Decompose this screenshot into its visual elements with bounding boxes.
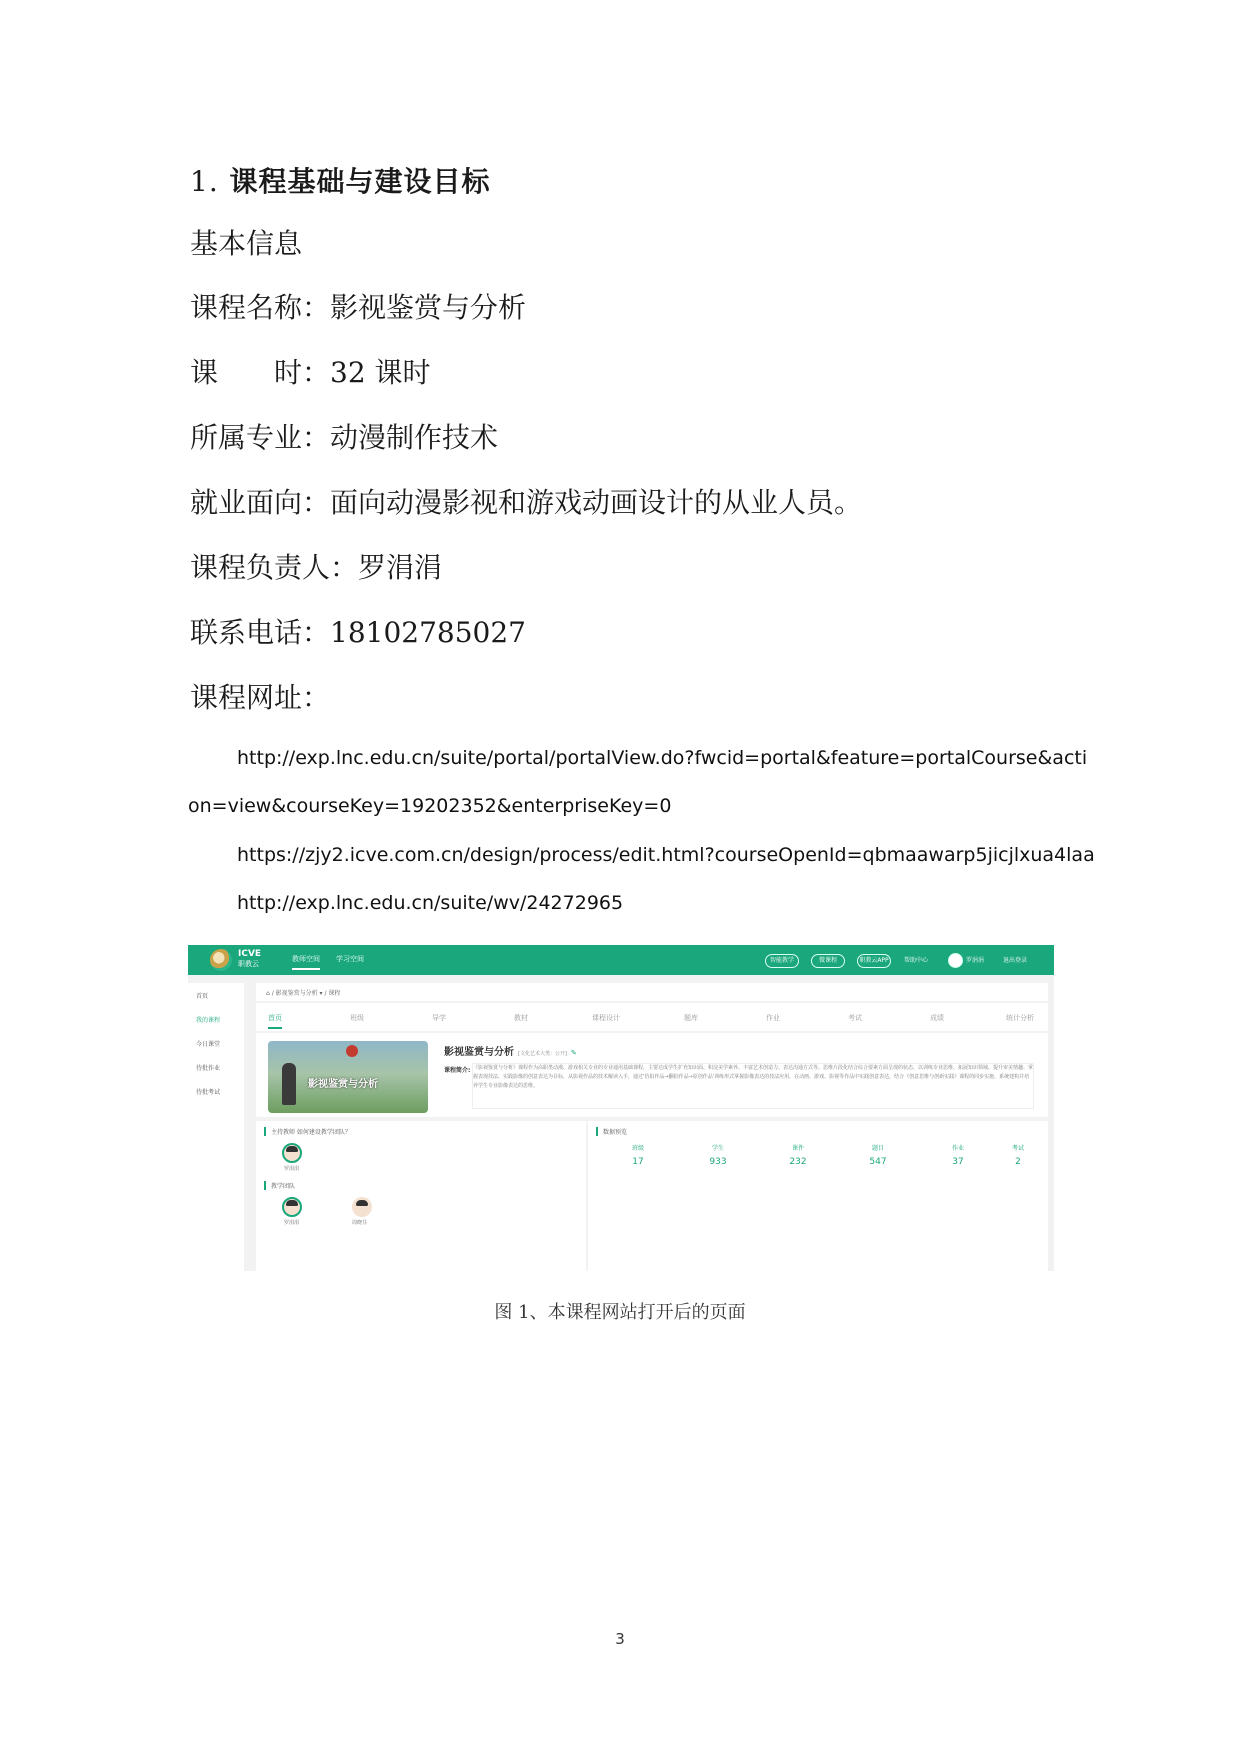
- pill-smart-teaching[interactable]: 智能教学: [765, 954, 799, 968]
- logo-brand: ICVE: [238, 949, 262, 959]
- tab-homework[interactable]: 作业: [766, 1014, 780, 1022]
- breadcrumb: [256, 983, 1048, 1001]
- top-bar: [188, 945, 1054, 975]
- nav-teacher-space[interactable]: 教师空间: [292, 955, 320, 963]
- school-seal-icon: [346, 1045, 358, 1057]
- stat-value-questions[interactable]: 547: [869, 1157, 887, 1167]
- course-site-screenshot: [188, 945, 1054, 1271]
- stat-value-homework[interactable]: 37: [952, 1157, 964, 1167]
- field-value: 动漫制作技术: [330, 421, 499, 454]
- help-center-link[interactable]: 帮助中心: [904, 957, 929, 964]
- leader-avatar-icon[interactable]: [282, 1143, 302, 1163]
- course-info-card: [256, 1033, 1048, 1117]
- stat-label-homework: 作业: [951, 1145, 964, 1152]
- url-link[interactable]: http://exp.lnc.edu.cn/suite/wv/24272965: [237, 892, 624, 914]
- field-phone: [190, 611, 526, 651]
- stat-label-class: 班级: [631, 1145, 644, 1152]
- teaching-team-title: 教学团队: [264, 1181, 295, 1190]
- intro-text: 《影视鉴赏与分析》课程作为高职类动漫、游戏相关专业的专业通用基础课程，主要达成学生扩充知识面、积淀美学素养、丰富艺术创造力、表达沟通方式等。思维片段化结合综合要素方面呈现的状态，以训练专业思维、拓展知识领域、提升审美情趣、掌握表现技法、实践影像的创意表达为目标，从影视作品的技术解读入手，通过'仿拍作品→翻拍作品→原创作品'训练形式掌握影像表达的技法应用，在动画、游戏、影视等作品中实践创意表达，结合《创意思维与创新实践》课程的同步实施，系统建构并培养学生专业影像表达的思维。: [472, 1063, 1034, 1109]
- user-avatar-icon[interactable]: [948, 953, 963, 968]
- sidebar-item-pending-homework[interactable]: 待批作业: [196, 1065, 221, 1072]
- pill-app[interactable]: 职教云APP: [857, 954, 891, 968]
- cover-title: 影视鉴赏与分析: [308, 1079, 378, 1090]
- field-label: 所属专业：: [190, 421, 331, 454]
- field-hours: [190, 351, 431, 391]
- team-card: [256, 1121, 586, 1271]
- field-label: 联系电话：: [190, 616, 331, 649]
- course-title-text: 影视鉴赏与分析: [444, 1047, 514, 1058]
- stats-section-title: 数据预览: [596, 1127, 627, 1136]
- stat-value-exam[interactable]: 2: [1015, 1157, 1021, 1167]
- field-value: 影视鉴赏与分析: [330, 291, 527, 324]
- field-leader: [190, 546, 442, 586]
- sidebar-item-pending-exam[interactable]: 待批考试: [196, 1089, 221, 1096]
- tab-question-bank[interactable]: 题库: [684, 1014, 698, 1022]
- basic-info-title: 基本信息: [190, 227, 303, 260]
- logout-link[interactable]: 退出登录: [1003, 957, 1028, 964]
- logo-text: [238, 949, 261, 969]
- stats-card: [588, 1121, 1048, 1271]
- page-number: 3: [615, 1630, 625, 1648]
- tab-grades[interactable]: 成绩: [930, 1014, 944, 1022]
- field-employment: [190, 481, 862, 521]
- field-value: 32 课时: [330, 356, 431, 389]
- course-cover-image: [268, 1041, 428, 1113]
- field-value: 18102785027: [330, 616, 526, 649]
- sidebar: [188, 983, 244, 1271]
- intro-label: 课程简介:: [444, 1067, 471, 1074]
- section-heading: [190, 160, 490, 200]
- sidebar-item-my-courses[interactable]: 我的课程: [196, 1017, 221, 1024]
- tab-textbook[interactable]: 教材: [514, 1014, 528, 1022]
- section-title: 课程基础与建设目标: [229, 165, 491, 198]
- tab-statistics[interactable]: 统计分析: [1006, 1014, 1034, 1022]
- stat-label-questions: 题目: [871, 1145, 884, 1152]
- sidebar-item-today-class[interactable]: 今日课堂: [196, 1041, 221, 1048]
- course-tabs: [256, 1003, 1048, 1031]
- tab-guide[interactable]: 导学: [432, 1014, 446, 1022]
- stat-label-exam: 考试: [1011, 1145, 1024, 1152]
- stat-value-courseware[interactable]: 232: [789, 1157, 807, 1167]
- url-link[interactable]: https://zjy2.icve.com.cn/design/process/edit.html?courseOpenId=qbmaawarp5jicjlxua4laa: [237, 844, 1095, 866]
- url-link[interactable]: http://exp.lnc.edu.cn/suite/portal/portalView.do?fwcid=portal&feature=portalCourse&acti: [237, 747, 1088, 769]
- stat-label-students: 学生: [711, 1145, 724, 1152]
- field-course-name: [190, 286, 526, 326]
- tab-course-design[interactable]: 课程设计: [592, 1014, 620, 1022]
- url-link-continued[interactable]: on=view&courseKey=19202352&enterpriseKey=0: [188, 795, 672, 817]
- member-avatar-icon[interactable]: [352, 1197, 372, 1217]
- section-number: 1.: [190, 165, 219, 198]
- member-avatar-icon[interactable]: [282, 1197, 302, 1217]
- field-value: 面向动漫影视和游戏动画设计的从业人员。: [330, 486, 863, 519]
- edit-icon[interactable]: ✎: [570, 1049, 577, 1057]
- figure-caption: 图 1、本课程网站打开后的页面: [494, 1302, 746, 1323]
- field-label: 课程负责人：: [190, 551, 359, 584]
- breadcrumb-text[interactable]: ⌂ / 影视鉴赏与分析 ▾ / 课程: [266, 990, 341, 997]
- nav-study-space[interactable]: 学习空间: [336, 955, 364, 963]
- member-name: 周晓芬: [352, 1220, 368, 1226]
- stat-value-students[interactable]: 933: [709, 1157, 727, 1167]
- field-label: 就业面向：: [190, 486, 331, 519]
- stat-label-courseware: 课件: [791, 1145, 804, 1152]
- logo-sub: 职教云: [238, 960, 259, 968]
- field-major: [190, 416, 498, 456]
- course-title: [444, 1043, 577, 1058]
- user-name[interactable]: 罗涓涓: [966, 957, 985, 964]
- urls-label: 课程网址：: [190, 681, 331, 714]
- course-tag: [文化艺术大类：公开]: [518, 1051, 567, 1057]
- member-name: 罗涓涓: [284, 1220, 300, 1226]
- sidebar-item-home[interactable]: 首页: [196, 993, 209, 1000]
- tab-home[interactable]: 首页: [268, 1014, 282, 1022]
- icve-logo-icon: [210, 949, 232, 971]
- team-section-title: 主持教师 如何建设教学团队？: [264, 1127, 351, 1136]
- field-value: 罗涓涓: [358, 551, 443, 584]
- stat-value-class[interactable]: 17: [632, 1157, 644, 1167]
- person-figure: [282, 1063, 296, 1105]
- tab-class[interactable]: 班级: [350, 1014, 364, 1022]
- field-label: 课 时：: [190, 356, 331, 389]
- field-label: 课程名称：: [190, 291, 331, 324]
- pill-micro-course[interactable]: 微课程: [811, 954, 845, 968]
- leader-name: 罗涓涓: [284, 1166, 300, 1172]
- tab-exam[interactable]: 考试: [848, 1014, 862, 1022]
